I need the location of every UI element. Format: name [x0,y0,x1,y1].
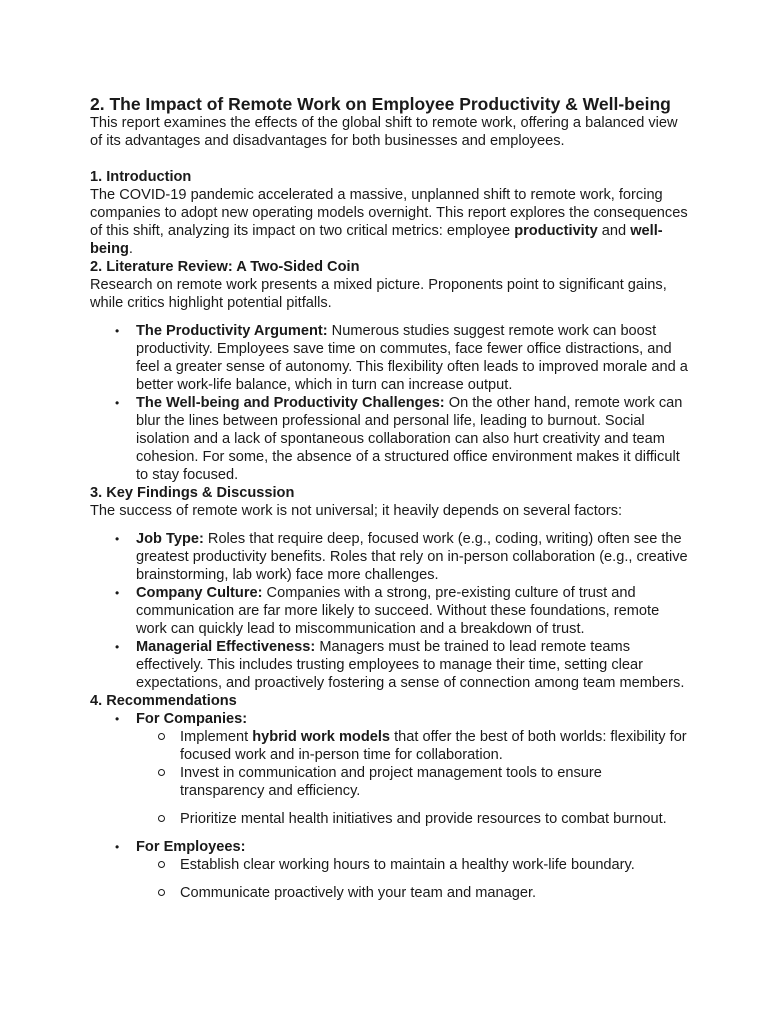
findings-paragraph: The success of remote work is not universal; it heavily depends on several factors: [90,503,623,519]
circle-bullet-icon [158,769,165,776]
circle-bullet-icon [158,861,165,868]
list-item-text: Companies with a strong, pre-existing culture of trust and communication are far more likely to succeed. Without these foundations, remote work can quickly lead to miscommunication and a breakdown of trust. [136,585,660,637]
document-page [90,94,690,902]
introduction-paragraph [90,186,690,258]
circle-bullet-icon [158,815,165,822]
sub-item-text: Invest in communication and project management tools to ensure transparency and efficiency. [180,765,602,799]
sub-item-text-end: that offer the best of both worlds: flexibility for focused work and in-person time for collaboration. [180,729,687,763]
employees-sublist [136,856,690,902]
bullet-icon: • [115,586,120,600]
section-heading-findings: 3. Key Findings & Discussion [90,485,295,501]
bullet-icon: • [115,324,120,338]
sub-item-text: Establish clear working hours to maintain a healthy work-life boundary. [180,857,635,873]
literature-paragraph: Research on remote work presents a mixed picture. Proponents point to significant gains, while critics highlight potential pitfalls. [90,277,667,311]
well-being-bold: well-being [90,223,663,257]
circle-bullet-icon [158,889,165,896]
circle-bullet-icon [158,733,165,740]
employees-label: For Employees: [136,839,246,855]
recommendations-list [90,710,690,902]
list-item-bold: The Productivity Argument: [136,323,328,339]
list-item [90,322,690,394]
list-item-bold: The Well-being and Productivity Challenges: [136,395,445,411]
sub-list-item [136,810,690,828]
sub-list-item [136,728,690,764]
productivity-bold: productivity [514,223,598,239]
list-item [90,584,690,638]
bullet-icon: • [115,532,120,546]
sub-item-text: Prioritize mental health initiatives and provide resources to combat burnout. [180,811,667,827]
section-heading-recommendations: 4. Recommendations [90,693,237,709]
sub-list-item [136,856,690,874]
literature-list [90,322,690,484]
bullet-icon: • [115,396,120,410]
introduction-text-mid: and [597,223,631,239]
list-item [90,838,690,902]
companies-sublist [136,728,690,828]
list-item [90,710,690,828]
list-item-text: Numerous studies suggest remote work can boost productivity. Employees save time on commutes, face fewer office distractions, and feel a greater sense of autonomy. This flexibility often leads to improved morale and a better work-life balance, which in turn can increase output. [136,323,688,393]
list-item-text: On the other hand, remote work can blur the lines between professional and personal life, leading to burnout. Social isolation and a lack of spontaneous collaboration can also hurt creativity and team cohesion. For some, the absence of a structured office environment makes it difficult to stay focused. [136,395,683,483]
list-item-text: Roles that require deep, focused work (e.g., coding, writing) often see the greatest productivity benefits. Roles that rely on in-person collaboration (e.g., creative brainstorming, lab work) face more challenges. [136,531,688,583]
list-item-bold: Managerial Effectiveness: [136,639,316,655]
sub-item-bold: hybrid work models [252,729,391,745]
findings-list [90,530,690,692]
bullet-icon: • [115,840,120,854]
list-item-bold: Job Type: [136,531,204,547]
intro-paragraph: This report examines the effects of the global shift to remote work, offering a balanced view of its advantages and disadvantages for both businesses and employees. [90,115,678,149]
sub-item-text: Communicate proactively with your team and manager. [180,885,537,901]
section-heading-literature: 2. Literature Review: A Two-Sided Coin [90,259,360,275]
section-heading-introduction: 1. Introduction [90,169,192,185]
document-title: 2. The Impact of Remote Work on Employee Productivity & Well-being [90,94,671,114]
sub-item-text: Implement [180,729,253,745]
list-item [90,394,690,484]
list-item-bold: Company Culture: [136,585,263,601]
list-item [90,638,690,692]
sub-list-item [136,764,690,800]
bullet-icon: • [115,640,120,654]
introduction-text-end: . [128,241,133,257]
list-item-text: Managers must be trained to lead remote teams effectively. This includes trusting employees to manage their time, setting clear expectations, and proactively fostering a sense of connection among team members. [136,639,685,691]
list-item [90,530,690,584]
companies-label: For Companies: [136,711,248,727]
bullet-icon: • [115,712,120,726]
sub-list-item [136,884,690,902]
introduction-text: The COVID-19 pandemic accelerated a massive, unplanned shift to remote work, forcing companies to adopt new operating models overnight. This report explores the consequences of this shift, analyzing its impact on two critical metrics: employee [90,187,688,239]
